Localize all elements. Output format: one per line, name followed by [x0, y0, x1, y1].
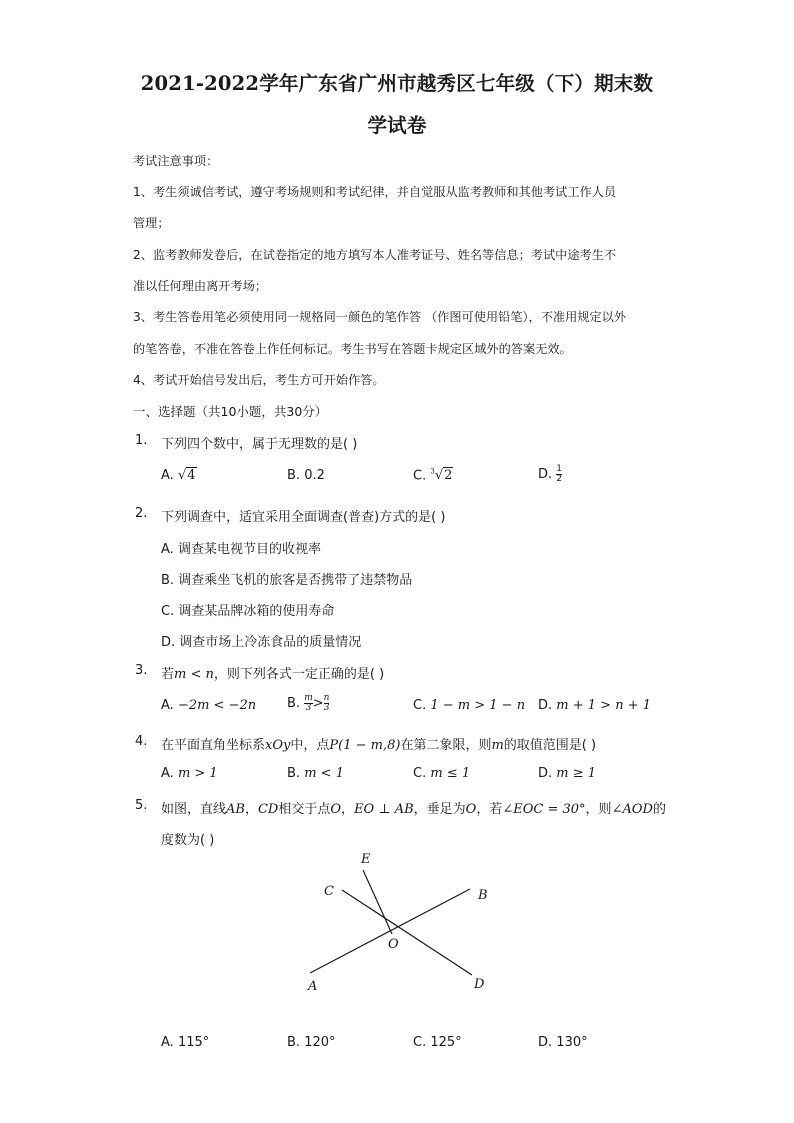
option-label: B. [287, 766, 301, 781]
notice-line: 4、考试开始信号发出后，考生方可开始作答。 [133, 373, 385, 387]
label-b: B [478, 888, 488, 903]
ray-oe [363, 870, 392, 934]
exam-title-line2: 学试卷 [367, 114, 427, 137]
option-a [161, 698, 256, 713]
option-b [287, 1035, 336, 1050]
text-segment: ，则下列各式一定正确的是( ) [213, 667, 385, 682]
relation-sign: > [312, 696, 324, 711]
option-a [161, 538, 321, 557]
option-a [161, 1035, 209, 1050]
geometry-figure [290, 845, 510, 995]
line-cd [342, 890, 472, 975]
option-label: B. [161, 573, 175, 588]
option-c [161, 600, 334, 619]
option-d [538, 766, 596, 781]
fraction [324, 694, 330, 713]
sqrt-expression: √4 [177, 468, 196, 483]
text-segment: ， [244, 802, 258, 817]
label-o: O [388, 937, 399, 952]
option-text: 调查某电视节目的收视率 [177, 542, 321, 557]
option-c [413, 468, 453, 483]
option-a [161, 468, 197, 483]
exam-title-line1: 2021-2022学年广东省广州市越秀区七年级（下）期末数 [140, 72, 654, 95]
option-label: D. [538, 467, 553, 482]
question-number: 3. [135, 663, 148, 678]
option-b [287, 694, 329, 713]
notice-line: 3、考生答卷用笔必须使用同一规格同一颜色的笔作答 （作图可使用铅笔），不准用规定以外 [133, 310, 627, 324]
math-expression: CD [257, 802, 279, 817]
notice-line: 准以任何理由离开考场； [133, 279, 268, 293]
numerator: m [304, 693, 313, 703]
text-segment: 若 [161, 667, 175, 682]
option-label: B. [287, 468, 301, 483]
text-segment: ，则 [585, 802, 612, 817]
notice-line: 1、考生须诚信考试，遵守考场规则和考试纪律，并自觉服从监考教师和其他考试工作人员 [133, 185, 617, 199]
question-text: 下列四个数中，属于无理数的是( ) [161, 437, 358, 452]
option-label: C. [413, 468, 427, 484]
math-expression: AB [226, 802, 245, 817]
math-expression: m < n [174, 667, 214, 682]
option-math: m > 1 [177, 766, 218, 781]
math-expression: P(1 − m,8) [329, 738, 401, 753]
option-label: C. [161, 604, 175, 619]
question-text [161, 798, 666, 817]
option-d [538, 465, 562, 484]
option-label: D. [538, 1035, 553, 1050]
numerator: 1 [556, 464, 563, 474]
notice-heading: 考试注意事项： [133, 154, 219, 168]
option-math: −2m < −2n [177, 698, 257, 713]
option-label: D. [161, 635, 176, 650]
label-a: A [308, 979, 318, 994]
option-text: 120° [304, 1035, 336, 1050]
text-segment: 中，点 [290, 738, 330, 753]
option-math: m + 1 > n + 1 [556, 698, 652, 713]
question-number: 2. [135, 506, 148, 521]
option-text: 115° [177, 1035, 210, 1050]
fraction [556, 465, 562, 484]
option-b [287, 766, 344, 781]
option-text: 调查乘坐飞机的旅客是否携带了违禁物品 [178, 573, 413, 588]
option-text: 130° [556, 1035, 588, 1050]
question-number: 4. [135, 734, 148, 749]
option-c [413, 698, 525, 713]
math-expression: O [330, 802, 342, 817]
option-label: A. [161, 1035, 174, 1050]
option-label: C. [413, 698, 427, 713]
option-math: 1 − m > 1 − n [430, 698, 526, 713]
text-segment: 在平面直角坐标系 [161, 738, 266, 753]
text-segment: ，若 [476, 802, 503, 817]
option-math: m ≥ 1 [556, 766, 597, 781]
option-d [538, 698, 651, 713]
radicand: 4 [187, 468, 196, 483]
question-number: 1. [135, 433, 148, 448]
notice-line: 管理； [133, 216, 170, 230]
math-expression: xOy [265, 738, 291, 753]
option-b [287, 468, 325, 483]
numerator: n [323, 693, 330, 703]
math-expression: EO ⊥ AB [354, 802, 414, 817]
cube-root-expression: $^3$√2 [430, 468, 453, 484]
text-segment: 的取值范围是( ) [503, 738, 597, 753]
option-label: C. [413, 1035, 427, 1050]
text-segment: ， [341, 802, 355, 817]
option-label: C. [413, 766, 427, 781]
radicand: 2 [444, 468, 453, 484]
text-segment: 相交于点 [278, 802, 331, 817]
root-index: 3 [430, 468, 435, 476]
text-segment: 在第二象限，则 [400, 738, 492, 753]
option-text: 调查市场上冷冻食品的质量情况 [179, 635, 362, 650]
text-segment: 如图，直线 [161, 802, 227, 817]
option-label: B. [287, 696, 301, 711]
denominator: 3 [305, 703, 312, 713]
text-segment: 的 [652, 802, 666, 817]
label-d: D [474, 977, 485, 992]
option-label: A. [161, 766, 174, 781]
option-b [161, 569, 412, 588]
question-text: 下列调查中，适宜采用全面调查(普查)方式的是( ) [161, 510, 446, 525]
fraction [304, 694, 313, 713]
denominator: 3 [323, 703, 330, 713]
option-d [161, 631, 361, 650]
option-c [413, 1035, 462, 1050]
notice-line: 的笔答卷，不准在答卷上作任何标记。考生书写在答题卡规定区域外的答案无效。 [133, 342, 572, 356]
question-text [161, 663, 384, 682]
label-c: C [324, 884, 334, 899]
option-text: 125° [430, 1035, 462, 1050]
option-label: B. [287, 1035, 301, 1050]
notice-line: 2、监考教师发卷后，在试卷指定的地方填写本人准考证号、姓名等信息；考试中途考生不 [133, 248, 617, 262]
denominator: 2 [556, 474, 563, 484]
question-text [161, 734, 596, 753]
option-text: 0.2 [304, 468, 325, 483]
option-math: m < 1 [304, 766, 344, 781]
question-number: 5. [135, 798, 148, 813]
option-math: m ≤ 1 [430, 766, 471, 781]
math-expression: m [491, 738, 504, 753]
question-text-continued: 度数为( ) [161, 833, 215, 848]
math-expression: ∠EOC = 30° [502, 802, 586, 817]
option-label: D. [538, 698, 553, 713]
section-heading: 一、选择题（共10小题，共30分） [133, 404, 328, 419]
option-label: A. [161, 698, 174, 713]
math-expression: O [465, 802, 477, 817]
option-c [413, 766, 470, 781]
option-label: A. [161, 542, 174, 557]
label-e: E [361, 852, 371, 867]
option-text: 调查某品牌冰箱的使用寿命 [178, 604, 335, 619]
option-label: D. [538, 766, 553, 781]
option-a [161, 766, 218, 781]
option-label: A. [161, 468, 174, 483]
math-expression: ∠AOD [611, 802, 653, 817]
text-segment: ，垂足为 [413, 802, 466, 817]
option-d [538, 1035, 588, 1050]
